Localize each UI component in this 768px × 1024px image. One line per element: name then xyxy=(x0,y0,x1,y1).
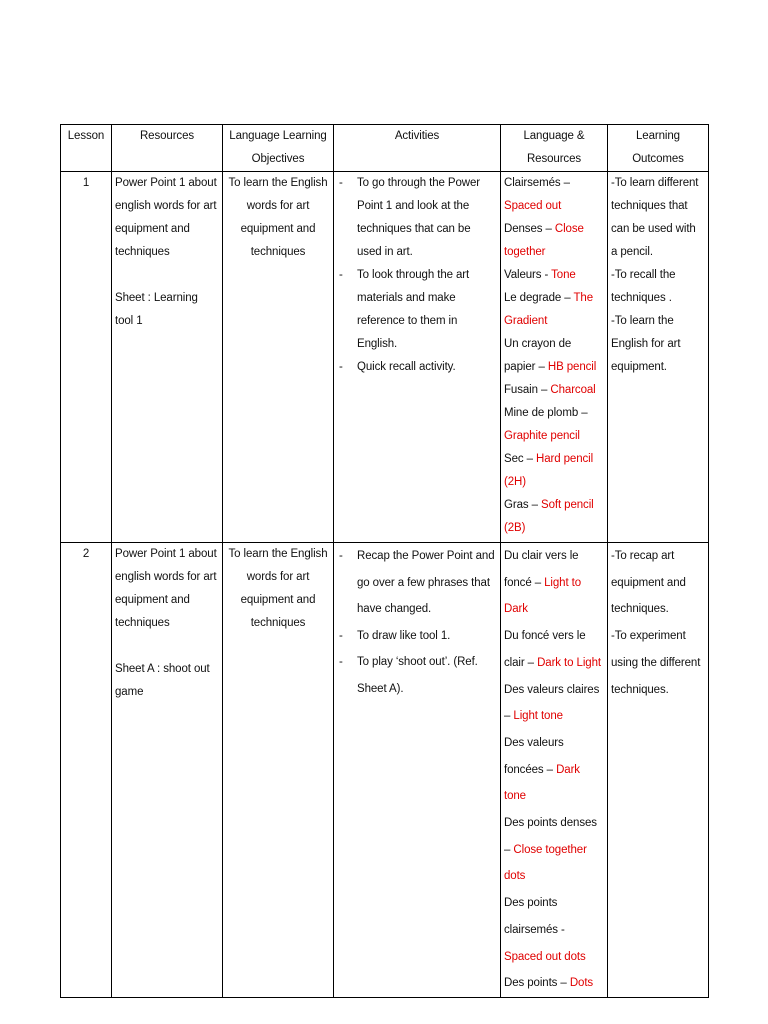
outcomes-cell xyxy=(608,172,709,543)
vocab-item xyxy=(504,730,604,810)
vocab-english: Spaced out dots xyxy=(504,950,586,963)
lesson-plan-sheet xyxy=(60,124,708,998)
activities-cell xyxy=(334,543,501,998)
vocab-item xyxy=(504,402,604,448)
vocab-english: Light tone xyxy=(513,710,563,723)
vocab-french: Sec – xyxy=(504,453,537,465)
vocab-french: Denses – xyxy=(504,223,555,235)
outcome-item: -To learn different techniques that can be used with a pencil. xyxy=(611,177,699,258)
outcome-item: -To experiment using the different techniques. xyxy=(611,630,701,696)
resources-cell xyxy=(112,172,223,543)
vocab-item xyxy=(504,494,604,540)
header-objectives: Language Learning Objectives xyxy=(223,125,334,172)
vocab-item xyxy=(504,448,604,494)
vocab-english: Close together dots xyxy=(504,843,587,883)
vocab-english: Tone xyxy=(551,269,576,281)
activity-item: - Quick recall activity. xyxy=(337,356,497,379)
vocab-item xyxy=(504,218,604,264)
vocab-cell xyxy=(501,543,608,998)
vocab-item xyxy=(504,172,604,218)
vocab-french: Des points clairsemés - xyxy=(504,897,565,936)
vocab-item xyxy=(504,264,604,287)
lesson-number: 2 xyxy=(61,543,112,998)
vocab-french: Des points – xyxy=(504,977,570,990)
vocab-french: Gras – xyxy=(504,499,542,511)
vocab-english: The Gradient xyxy=(504,292,594,327)
table-row xyxy=(61,172,709,543)
vocab-english: Soft pencil (2B) xyxy=(504,499,594,534)
vocab-french: Fusain – xyxy=(504,384,551,396)
activities-cell xyxy=(334,172,501,543)
resources-cell xyxy=(112,543,223,998)
vocab-french: Des valeurs foncées – xyxy=(504,736,564,776)
outcomes-cell xyxy=(608,543,709,998)
vocab-item xyxy=(504,333,604,379)
vocab-english: Dots xyxy=(569,977,594,990)
vocab-english: Close together xyxy=(504,223,584,258)
vocab-item xyxy=(504,287,604,333)
lesson-plan-table xyxy=(60,124,709,998)
activities-list xyxy=(337,172,497,379)
vocab-english: HB pencil xyxy=(547,361,597,373)
header-learning-outcomes: Learning Outcomes xyxy=(608,125,709,172)
vocab-french: Du foncé vers le clair – xyxy=(504,630,586,669)
header-resources: Resources xyxy=(112,125,223,172)
vocab-french: Des valeurs claires – xyxy=(504,683,600,723)
activity-item: - To play ‘shoot out’. (Ref. Sheet A). xyxy=(337,649,497,702)
header-lesson: Lesson xyxy=(61,125,112,172)
vocab-french: Un crayon de papier – xyxy=(504,338,572,373)
vocab-french: Le degrade – xyxy=(504,292,574,304)
vocab-english: Light to Dark xyxy=(504,576,582,616)
objective-cell: To learn the English words for art equipment and techniques xyxy=(223,172,334,543)
activity-item: - Recap the Power Point and go over a few phrases that have changed. xyxy=(337,543,497,623)
vocab-item xyxy=(504,543,604,623)
vocab-item xyxy=(504,623,604,676)
header-language-resources: Language & Resources xyxy=(501,125,608,172)
activity-item: - To look through the art materials and make reference to them in English. xyxy=(337,264,497,356)
vocab-english: Dark tone xyxy=(504,763,580,803)
vocab-cell xyxy=(501,172,608,543)
outcome-item: -To recall the techniques . xyxy=(611,269,676,304)
vocab-item xyxy=(504,379,604,402)
vocab-french: Mine de plomb – xyxy=(504,407,588,419)
vocab-french: Valeurs - xyxy=(504,269,552,281)
vocab-english: Charcoal xyxy=(550,384,596,396)
lesson-number: 1 xyxy=(61,172,112,543)
outcome-item: -To recap art equipment and techniques. xyxy=(611,550,686,616)
vocab-french: Du clair vers le foncé – xyxy=(504,550,579,589)
vocab-english: Graphite pencil xyxy=(504,430,580,442)
vocab-english: Dark to Light xyxy=(537,656,601,669)
resources-text: Power Point 1 about english words for art equipment and techniques xyxy=(115,548,217,629)
vocab-item xyxy=(504,890,604,970)
resources-sheet: Sheet A : shoot out game xyxy=(115,663,210,698)
outcome-item: -To learn the English for art equipment. xyxy=(611,315,681,373)
vocab-item xyxy=(504,970,604,997)
vocab-english: Spaced out xyxy=(504,200,562,212)
vocab-english: Hard pencil (2H) xyxy=(504,453,594,488)
vocab-item xyxy=(504,810,604,890)
table-row xyxy=(61,543,709,998)
activity-item: - To draw like tool 1. xyxy=(337,623,497,650)
objective-cell: To learn the English words for art equipment and techniques xyxy=(223,543,334,998)
header-activities: Activities xyxy=(334,125,501,172)
vocab-french: Clairsemés – xyxy=(504,177,570,189)
activities-list xyxy=(337,543,497,702)
activity-item: - To go through the Power Point 1 and look at the techniques that can be used in art. xyxy=(337,172,497,264)
vocab-item xyxy=(504,677,604,730)
resources-sheet: Sheet : Learning tool 1 xyxy=(115,292,198,327)
resources-text: Power Point 1 about english words for art equipment and techniques xyxy=(115,177,217,258)
vocab-french: Des points denses – xyxy=(504,817,597,856)
header-row xyxy=(61,125,709,172)
